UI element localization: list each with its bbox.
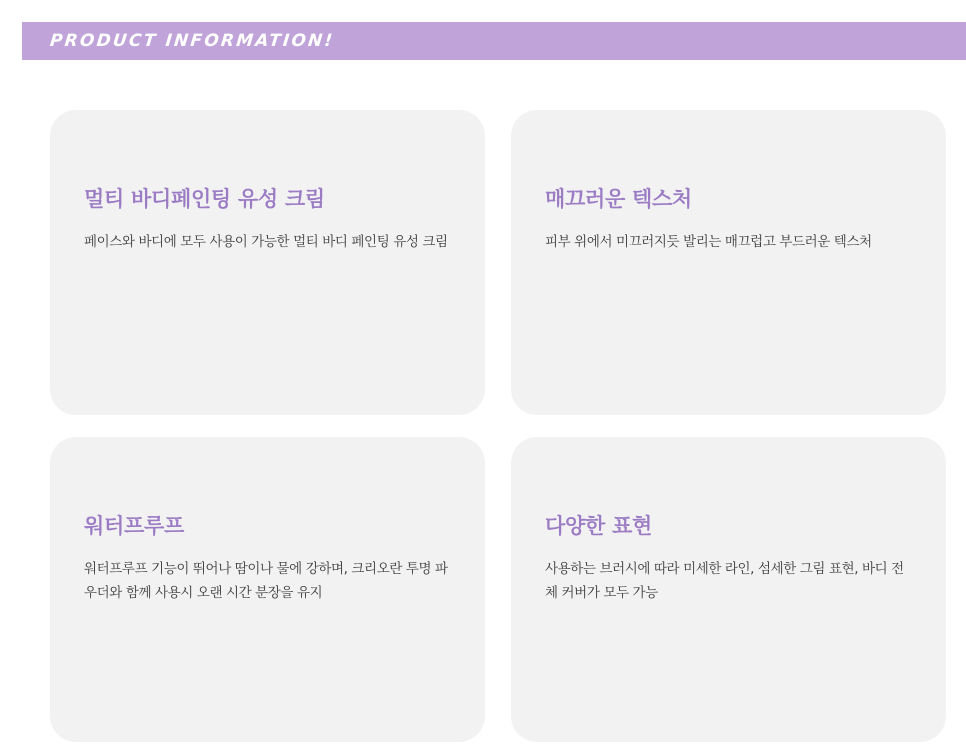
feature-card-description: 사용하는 브러시에 따라 미세한 라인, 섬세한 그림 표현, 바디 전체 커버가 모두 가능: [545, 561, 904, 601]
section-header-banner: [22, 22, 966, 60]
feature-card-description: 워터프루프 기능이 뛰어나 땀이나 물에 강하며, 크리오란 투명 파우더와 함께 사용시 오랜 시간 분장을 유지: [84, 561, 448, 601]
feature-card: [511, 110, 946, 415]
page-title: PRODUCT INFORMATION!: [48, 31, 336, 51]
feature-card: [511, 437, 946, 742]
feature-card-title: 워터프루프: [84, 514, 184, 538]
product-feature-grid: [50, 110, 950, 742]
feature-card-title: 다양한 표현: [545, 514, 652, 538]
feature-card-title: 매끄러운 텍스처: [545, 187, 692, 211]
feature-card: [50, 110, 485, 415]
feature-card-description: 피부 위에서 미끄러지듯 발리는 매끄럽고 부드러운 텍스처: [545, 234, 872, 251]
feature-card-title: 멀티 바디페인팅 유성 크림: [84, 187, 325, 211]
feature-card: [50, 437, 485, 742]
feature-card-description: 페이스와 바디에 모두 사용이 가능한 멀티 바디 페인팅 유성 크림: [84, 234, 448, 251]
